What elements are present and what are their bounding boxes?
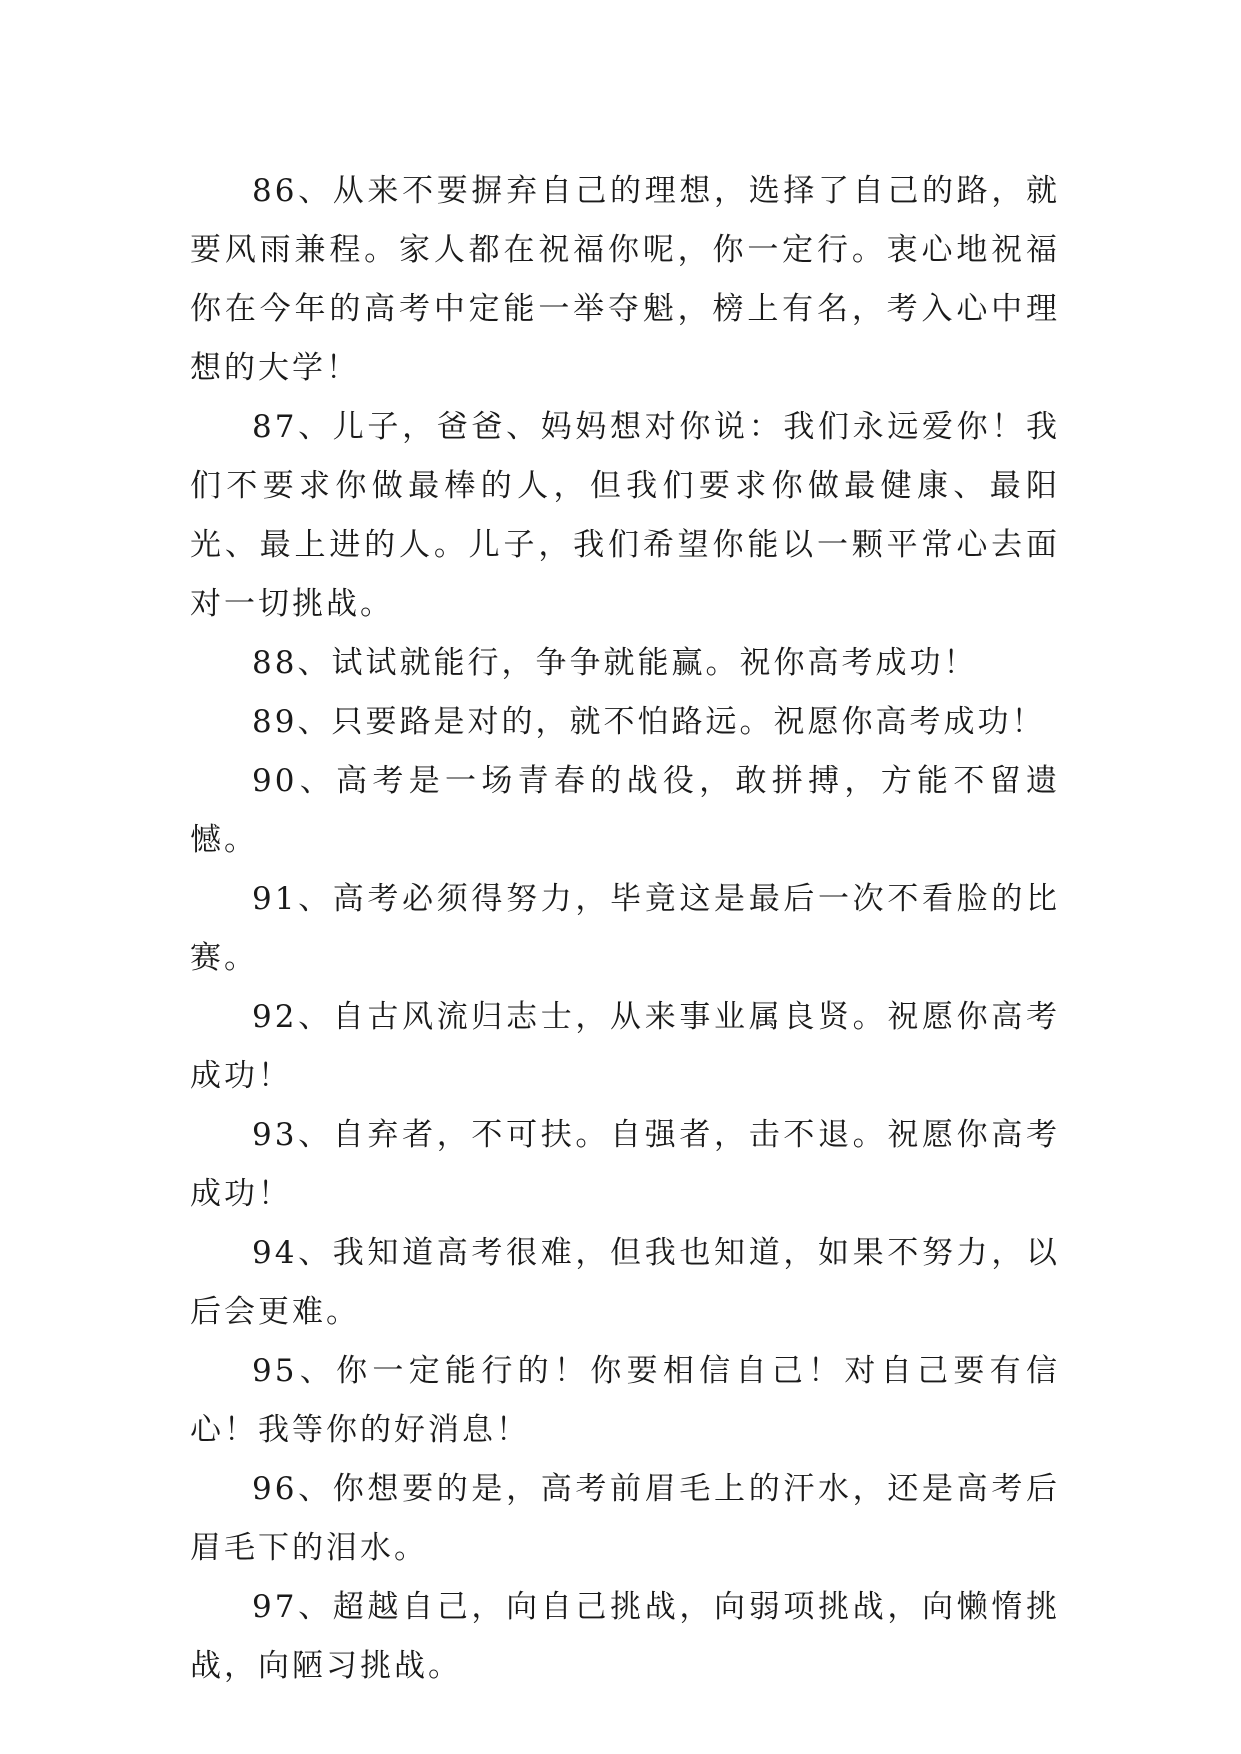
paragraph-90: 90、高考是一场青春的战役，敢拼搏，方能不留遗憾。 xyxy=(190,763,1060,858)
paragraph-86: 86、从来不要摒弃自己的理想，选择了自己的路，就要风雨兼程。家人都在祝福你呢，你一定行。衷心地祝福你在今年的高考中定能一举夺魁，榜上有名，考入心中理想的大学！ xyxy=(190,173,1060,386)
paragraph-91: 91、高考必须得努力，毕竟这是最后一次不看脸的比赛。 xyxy=(190,881,1060,976)
paragraph-93: 93、自弃者，不可扶。自强者，击不退。祝愿你高考成功！ xyxy=(190,1117,1060,1212)
paragraph-94: 94、我知道高考很难，但我也知道，如果不努力，以后会更难。 xyxy=(190,1235,1060,1330)
paragraph-87: 87、儿子，爸爸、妈妈想对你说：我们永远爱你！我们不要求你做最棒的人，但我们要求你做最健康、最阳光、最上进的人。儿子，我们希望你能以一颗平常心去面对一切挑战。 xyxy=(190,409,1060,622)
document-body xyxy=(190,162,1060,1696)
paragraph-88: 88、试试就能行，争争就能赢。祝你高考成功！ xyxy=(252,645,978,681)
paragraph-89: 89、只要路是对的，就不怕路远。祝愿你高考成功！ xyxy=(252,704,1046,740)
paragraph-92: 92、自古风流归志士，从来事业属良贤。祝愿你高考成功！ xyxy=(190,999,1060,1094)
paragraph-97: 97、超越自己，向自己挑战，向弱项挑战，向懒惰挑战，向陋习挑战。 xyxy=(190,1589,1060,1684)
paragraph-96: 96、你想要的是，高考前眉毛上的汗水，还是高考后眉毛下的泪水。 xyxy=(190,1471,1060,1566)
paragraph-95: 95、你一定能行的！你要相信自己！对自己要有信心！我等你的好消息！ xyxy=(190,1353,1060,1448)
